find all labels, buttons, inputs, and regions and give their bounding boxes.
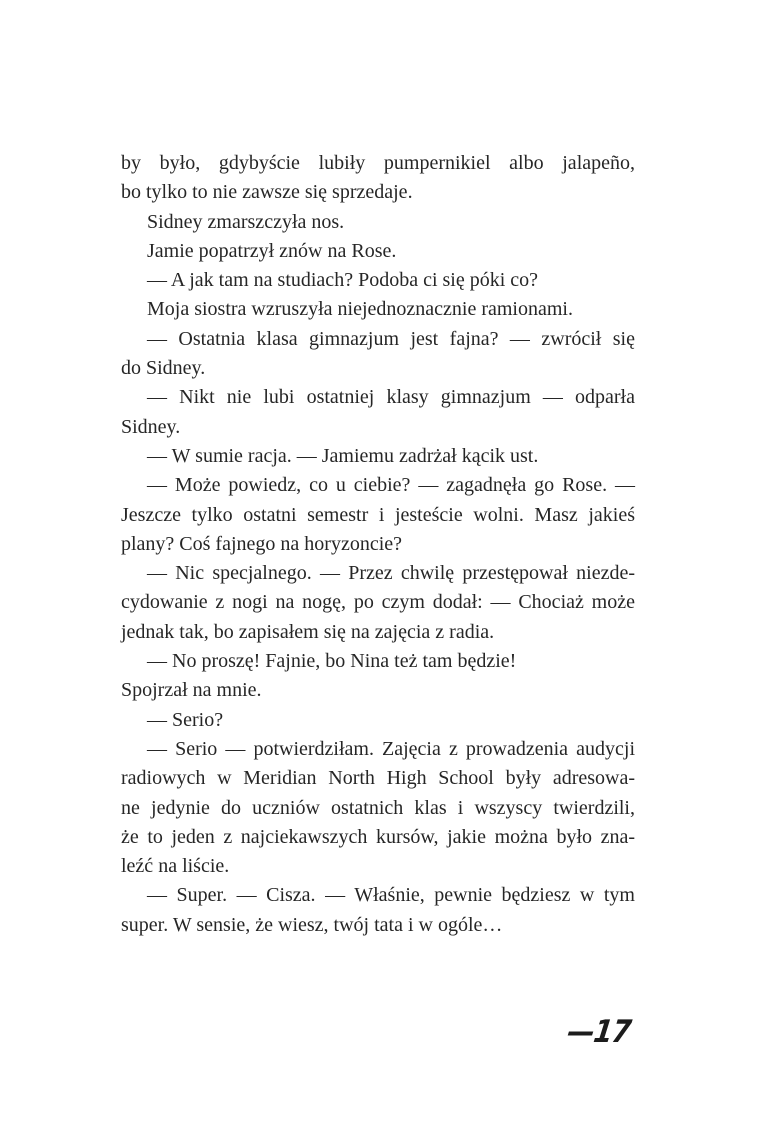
text-line: — Nikt nie lubi ostatniej klasy gimnazjum — odparła <box>147 386 635 409</box>
text-line: jednak tak, bo zapisałem się na zajęcia z radia. <box>121 620 495 643</box>
text-line: Sidney zmarszczyła nos. <box>147 210 345 233</box>
text-line: radiowych w Meridian North High School były adresowa- <box>121 767 635 790</box>
text-line: plany? Coś fajnego na horyzoncie? <box>121 532 403 555</box>
text-line: — Super. — Cisza. — Właśnie, pewnie będziesz w tym <box>147 884 635 907</box>
text-line: — Serio? <box>147 708 224 731</box>
text-line: ne jedynie do uczniów ostatnich klas i wszyscy twierdzili, <box>121 796 635 819</box>
text-line: — Serio — potwierdziłam. Zajęcia z prowadzenia audycji <box>147 737 635 760</box>
text-line: by było, gdybyście lubiły pumpernikiel albo jalapeño, <box>121 152 635 174</box>
text-line: cydowanie z nogi na nogę, po czym dodał: — Chociaż może <box>121 591 635 614</box>
text-line: Jamie popatrzył znów na Rose. <box>147 239 397 262</box>
text-line: — No proszę! Fajnie, bo Nina też tam będzie! <box>147 650 517 673</box>
text-line: — Nic specjalnego. — Przez chwilę przestępował niezde- <box>147 562 635 585</box>
text-line: Jeszcze tylko ostatni semestr i jesteście wolni. Masz jakieś <box>121 503 635 526</box>
text-line: super. W sensie, że wiesz, twój tata i w ogóle… <box>121 913 503 936</box>
text-line: leźć na liście. <box>121 855 230 878</box>
text-line: do Sidney. <box>121 357 206 380</box>
text-line: Moja siostra wzruszyła niejednoznacznie ramionami. <box>147 298 573 321</box>
text-line: — Może powiedz, co u ciebie? — zagadnęła go Rose. — <box>147 474 635 497</box>
text-line: Sidney. <box>121 415 181 438</box>
text-line: — A jak tam na studiach? Podoba ci się póki co? <box>147 269 539 292</box>
text-line: — Ostatnia klasa gimnazjum jest fajna? — zwrócił się <box>147 327 635 350</box>
text-line: — W sumie racja. — Jamiemu zadrżał kącik ust. <box>147 444 539 467</box>
page-text <box>121 149 635 940</box>
text-line: Spojrzał na mnie. <box>121 679 262 702</box>
text-line: że to jeden z najciekawszych kursów, jakie można było zna- <box>121 825 635 848</box>
text-line: bo tylko to nie zawsze się sprzedaje. <box>121 181 413 204</box>
page-number: —17 <box>564 1014 633 1050</box>
